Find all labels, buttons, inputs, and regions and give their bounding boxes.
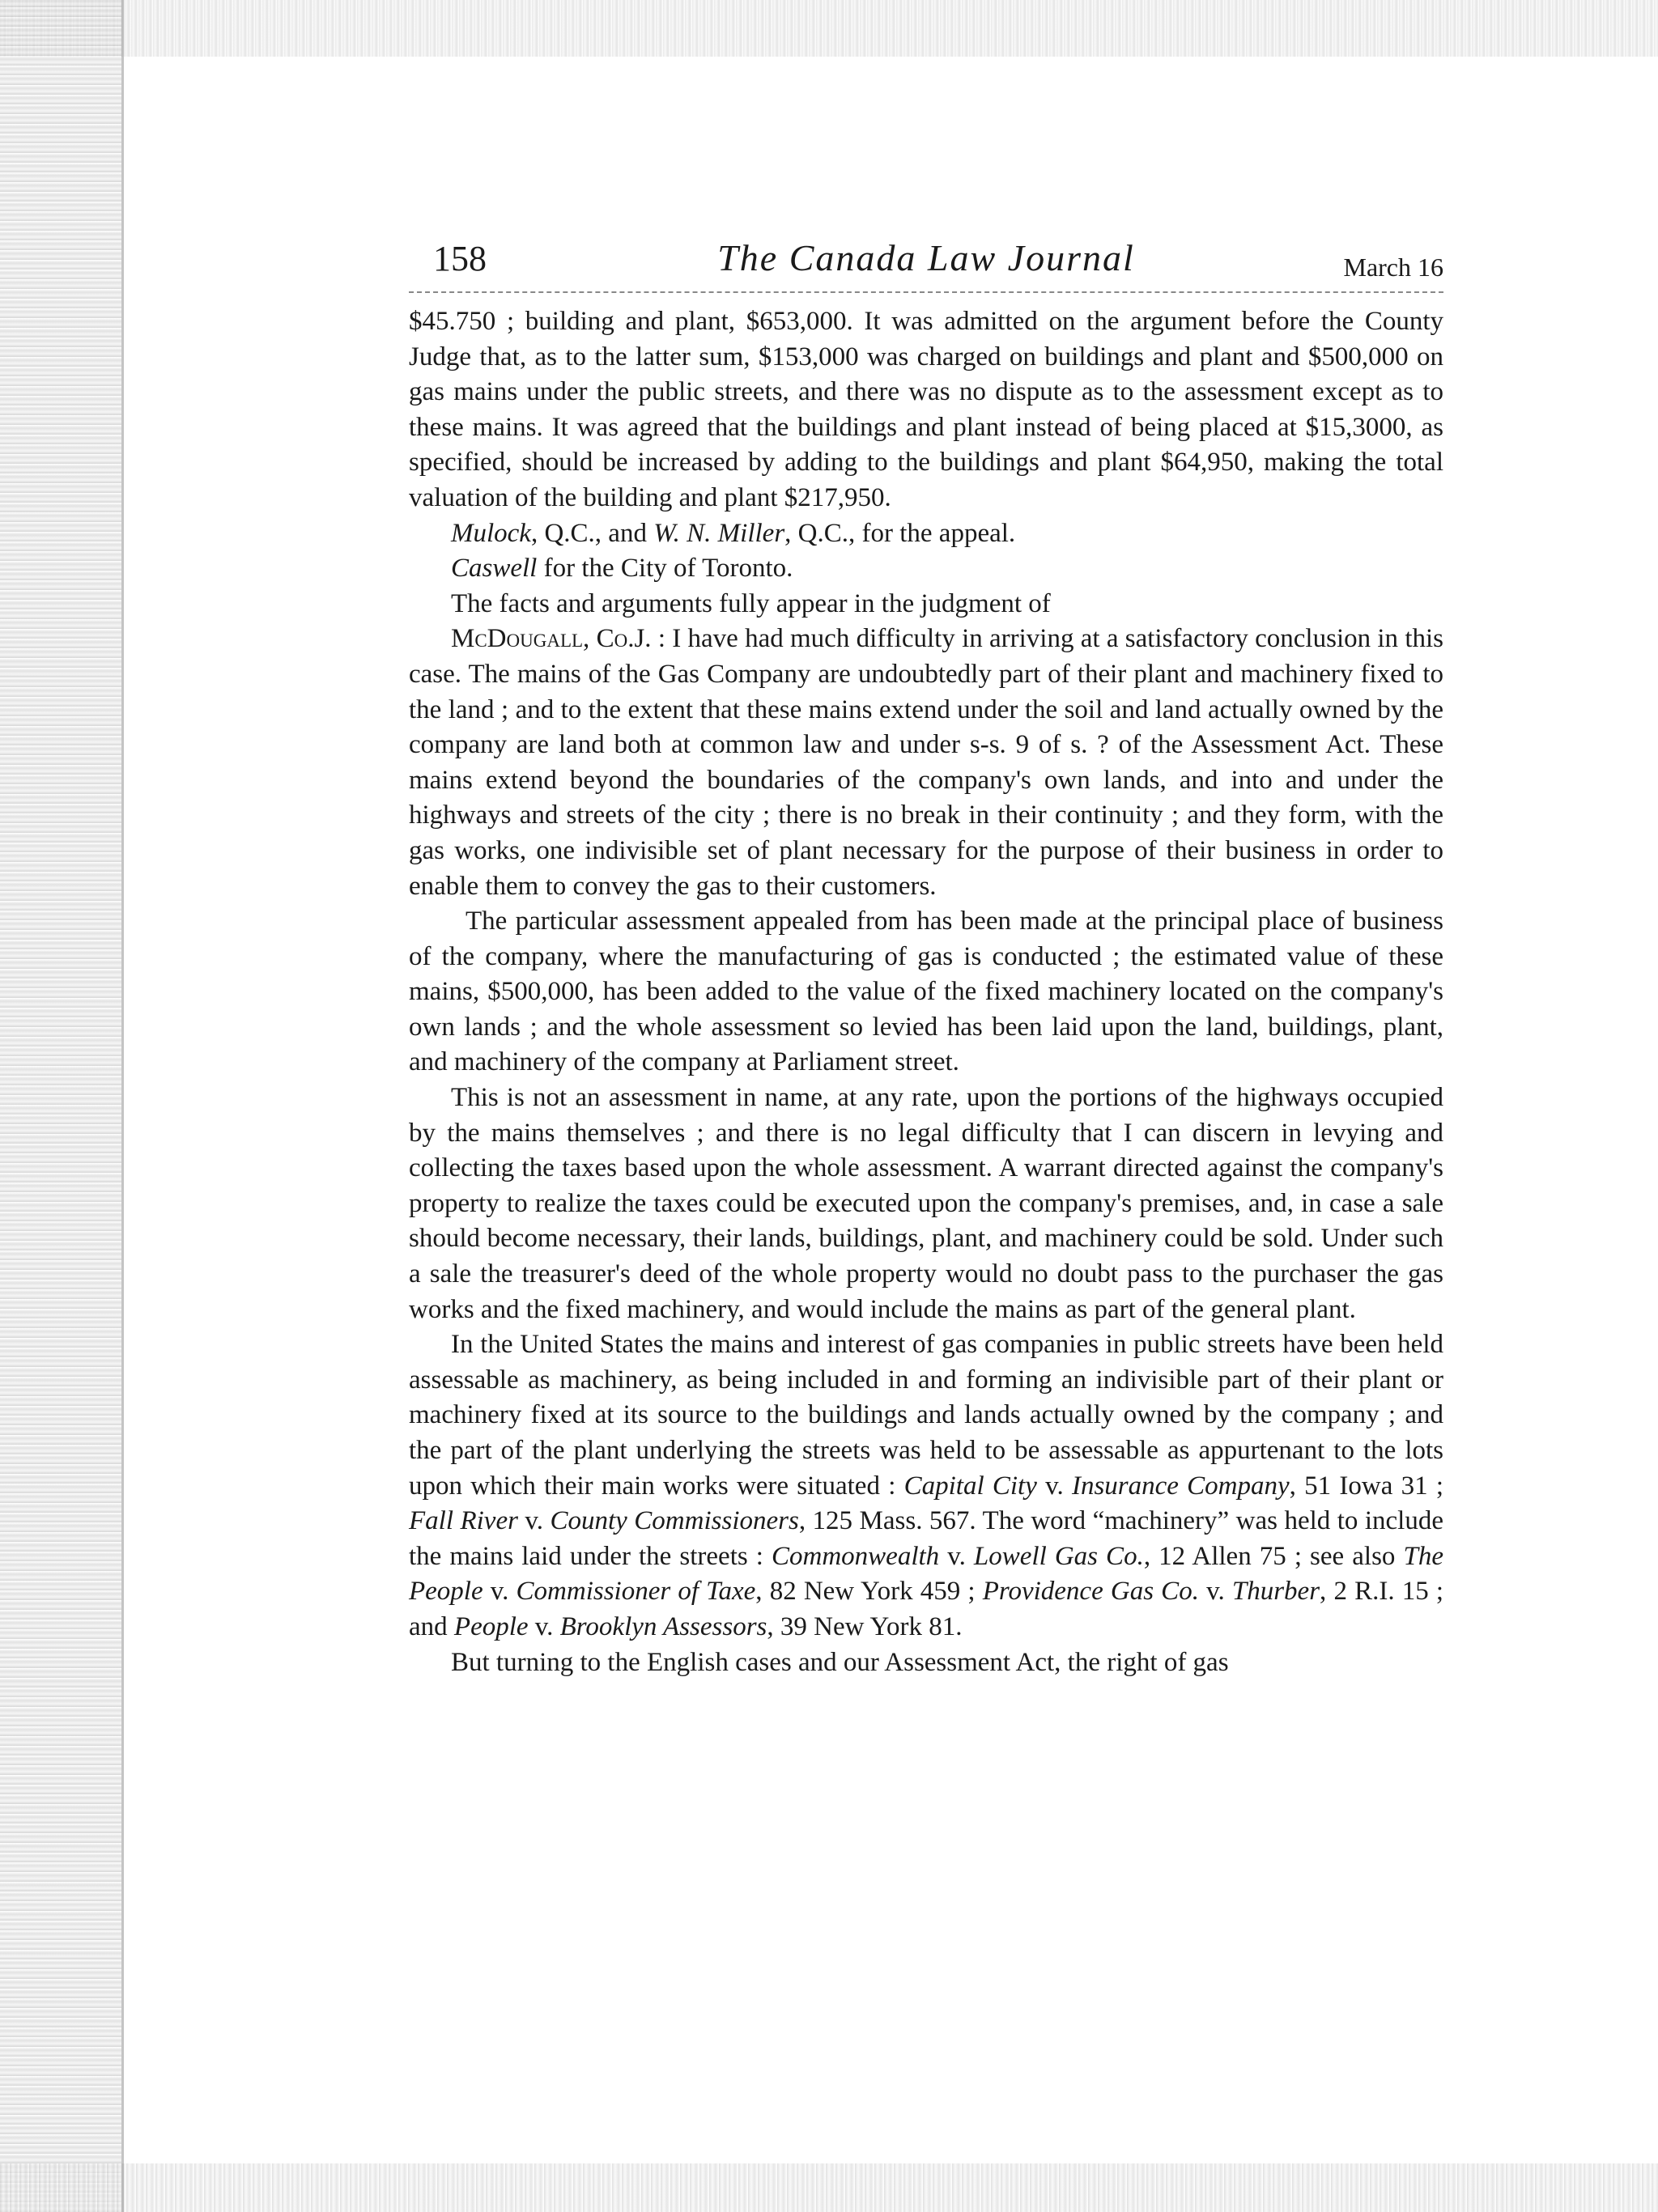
versus: v.: [1036, 1471, 1072, 1501]
versus: v.: [939, 1541, 974, 1571]
journal-title: The Canada Law Journal: [717, 237, 1135, 278]
issue-date: March 16: [1343, 253, 1443, 282]
case-party: Insurance Company: [1071, 1471, 1290, 1501]
scan-edge-bottom: [0, 2163, 1658, 2212]
case-party: Fall River: [409, 1506, 518, 1536]
text-run: , 12 Allen 75 ; see also: [1143, 1541, 1404, 1571]
text-run: , 125 Mass. 567. The word “machinery” was held to include the mains laid under the streets :: [409, 1506, 1443, 1571]
text-run: In the United States the mains and interest of gas companies in public streets have been held assessable as machinery, as being included in and forming an indivisible part of their plant or machinery fixed at its source to the buildings and lands actually owned by the company ; and the part of the plant underlying the streets was held to be assessable as appurtenant to the lots upon which their main works were situated :: [409, 1330, 1443, 1501]
text-run: , 39 New York 81.: [767, 1611, 963, 1641]
case-party: People: [453, 1611, 529, 1641]
counsel-name: Mulock: [451, 518, 531, 548]
paragraph-counsel-appeal: [409, 516, 1443, 552]
text-run: , Q.C., and: [530, 518, 654, 548]
running-header: [409, 235, 1443, 293]
case-party: Commonwealth: [772, 1541, 940, 1571]
paragraph-counsel-city: [409, 551, 1443, 587]
paragraph-english-cases: But turning to the English cases and our Assessment Act, the right of gas: [451, 1647, 1229, 1677]
paragraph-warrant: This is not an assessment in name, at any rate, upon the portions of the highways occupied by the mains themselves ; and there is no legal difficulty that I can discern in levying and collecting the taxes based upon the whole assessment. A warrant directed against the company's property to realize the taxes could be executed upon the company's premises, and, in case a sale should become necessary, their lands, buildings, plant, and machinery could be sold. Under such a sale the treasurer's deed of the whole property would no doubt pass to the purchaser the gas works and the fixed machinery, and would include the mains as part of the general plant.: [409, 1083, 1443, 1324]
case-party: County Commissioners: [550, 1506, 799, 1536]
versus: v.: [1198, 1577, 1232, 1607]
scan-edge-left: [0, 0, 121, 2212]
text-run: , 2 R.I. 15 ; and: [409, 1577, 1444, 1641]
counsel-name: W. N. Miller: [653, 518, 785, 548]
page-body: [409, 304, 1443, 1680]
text-run: , 82 New York 459 ;: [755, 1577, 983, 1607]
versus: v.: [483, 1577, 517, 1607]
text-run: for the City of Toronto.: [537, 554, 793, 584]
case-party: The People: [409, 1541, 1443, 1607]
paragraph-us-cases: [409, 1327, 1443, 1645]
text-run: , 51 Iowa 31 ;: [1289, 1471, 1443, 1501]
paragraph-assessment: The particular assessment appealed from has been made at the principal place of business of the company, where the manufacturing of gas is conducted ; the estimated value of these mains, $500,000, has been added to the value of the fixed machinery located on the company's own lands ; and the whole assessment so levied has been laid upon the land, buildings, plant, and machinery of the company at Parliament street.: [409, 906, 1443, 1077]
case-party: Thurber: [1231, 1577, 1320, 1607]
versus: v.: [517, 1506, 551, 1536]
case-party: Capital City: [903, 1471, 1037, 1501]
journal-page: [409, 235, 1443, 1680]
case-party: Providence Gas Co.: [982, 1577, 1199, 1607]
text-run: , Q.C., for the appeal.: [784, 518, 1016, 548]
counsel-name: Caswell: [451, 554, 538, 584]
case-party: Commissioner of Taxe: [516, 1577, 756, 1607]
scan-edge-top: [0, 0, 1658, 57]
book-spine-shadow: [121, 0, 124, 2212]
judge-name: McDougall, Co.J.: [451, 624, 652, 654]
page-number: 158: [433, 239, 487, 278]
paragraph-facts: $45.750 ; building and plant, $653,000. It was admitted on the argument before the County Judge that, as to the latter sum, $153,000 was charged on buildings and plant and $500,000 on gas mains under the public streets, and there was no dispute as to the assessment except as to these mains. It was agreed that the buildings and plant instead of being placed at $15,3000, as specified, should be increased by adding to the buildings and plant $64,950, making the total valuation of the building and plant $217,950.: [409, 307, 1443, 512]
text-run: : I have had much difficulty in arriving at a satisfactory conclusion in this case. The mains of the Gas Company are undoubtedly part of their plant and machinery fixed to the land ; and to the extent that these mains extend under the soil and land actually owned by the company are land both at common law and under s-s. 9 of s. ? of the Assessment Act. These mains extend beyond the boundaries of the company's own lands, and into and under the highways and streets of the city ; there is no break in their continuity ; and they form, with the gas works, one indivisible set of plant necessary for the purpose of their business in order to enable them to convey the gas to their customers.: [409, 624, 1444, 901]
case-party: Lowell Gas Co.: [973, 1541, 1144, 1571]
versus: v.: [528, 1611, 560, 1641]
paragraph-judgment: [409, 622, 1443, 904]
paragraph-intro: The facts and arguments fully appear in the judgment of: [451, 588, 1051, 618]
case-party: Brooklyn Assessors: [559, 1611, 767, 1641]
